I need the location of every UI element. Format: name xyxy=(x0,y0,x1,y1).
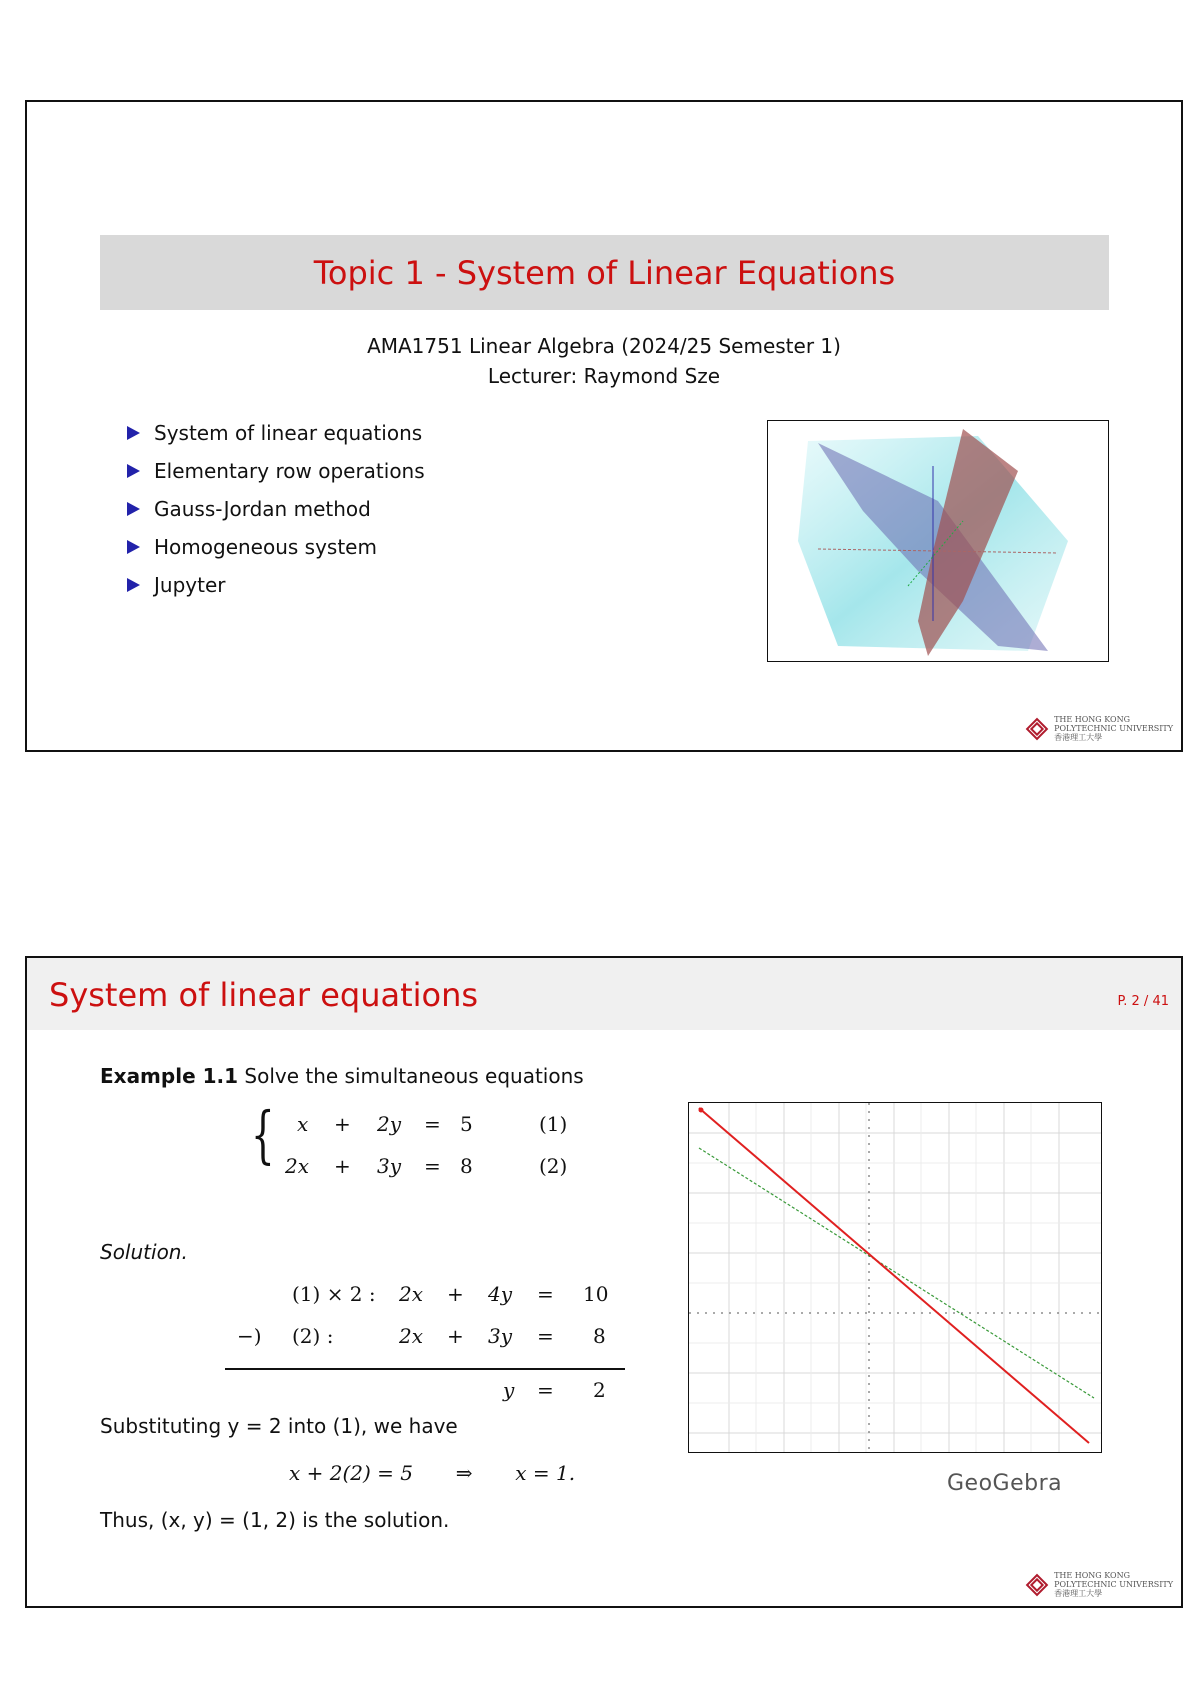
example-heading: Example 1.1 Solve the simultaneous equations xyxy=(100,1064,584,1088)
bullet-triangle-icon xyxy=(127,502,140,516)
step2-minus: −) xyxy=(237,1324,262,1348)
step3-equals: = xyxy=(537,1378,554,1402)
bullet-triangle-icon xyxy=(127,464,140,478)
polyu-emblem-icon xyxy=(1024,716,1050,742)
planes-illustration xyxy=(768,421,1108,661)
step1-label: (1) × 2 : xyxy=(292,1282,376,1306)
planes-3d-figure xyxy=(767,420,1109,662)
eq1-rhs: 5 xyxy=(460,1112,473,1136)
eq1-term-b: 2y xyxy=(377,1112,402,1136)
conclusion-text: Thus, (x, y) = (1, 2) is the solution. xyxy=(100,1508,450,1532)
eq2-equals: = xyxy=(424,1154,441,1178)
step2-equals: = xyxy=(537,1324,554,1348)
solution-label: Solution. xyxy=(100,1240,188,1264)
slide-title: Topic 1 - System of Linear Equations xyxy=(313,253,896,292)
list-item: Elementary row operations xyxy=(127,452,425,490)
bullet-triangle-icon xyxy=(127,540,140,554)
step2-label: (2) : xyxy=(292,1324,334,1348)
eq1-term-a: x xyxy=(297,1112,309,1136)
eq1-tag: (1) xyxy=(539,1112,568,1136)
step1-op: + xyxy=(447,1282,464,1306)
slide-title: System of linear equations xyxy=(49,976,479,1014)
lecturer-line: Lecturer: Raymond Sze xyxy=(487,364,721,388)
step3-term: y xyxy=(503,1378,515,1402)
polyu-emblem-icon xyxy=(1024,1572,1050,1598)
eq1-equals: = xyxy=(424,1112,441,1136)
step2-term-a: 2x xyxy=(399,1324,424,1348)
course-line: AMA1751 Linear Algebra (2024/25 Semester 1) xyxy=(367,334,841,358)
list-item: Gauss-Jordan method xyxy=(127,490,425,528)
geogebra-plot xyxy=(689,1103,1101,1452)
list-item: Homogeneous system xyxy=(127,528,425,566)
step2-term-b: 3y xyxy=(488,1324,513,1348)
step3-rhs: 2 xyxy=(593,1378,606,1402)
step2-rhs: 8 xyxy=(593,1324,606,1348)
substitution-equation: x + 2(2) = 5 ⇒ x = 1. xyxy=(289,1461,576,1485)
substitution-text: Substituting y = 2 into (1), we have xyxy=(100,1414,458,1438)
slide-2 xyxy=(25,956,1183,1608)
list-item: Jupyter xyxy=(127,566,425,604)
eq2-rhs: 8 xyxy=(460,1154,473,1178)
bullet-triangle-icon xyxy=(127,426,140,440)
polyu-logo: THE HONG KONG POLYTECHNIC UNIVERSITY 香港理工大學 xyxy=(1024,1571,1173,1598)
step1-rhs: 10 xyxy=(583,1282,609,1306)
geogebra-logo: GeoGebra xyxy=(947,1471,1063,1496)
bullet-triangle-icon xyxy=(127,578,140,592)
slide-1 xyxy=(25,100,1183,752)
eq2-op: + xyxy=(334,1154,351,1178)
eq2-term-b: 3y xyxy=(377,1154,402,1178)
step2-op: + xyxy=(447,1324,464,1348)
title-banner xyxy=(100,235,1109,310)
subtraction-rule xyxy=(225,1368,625,1370)
step1-equals: = xyxy=(537,1282,554,1306)
slide-header xyxy=(27,958,1181,1030)
list-item: System of linear equations xyxy=(127,414,425,452)
eq2-term-a: 2x xyxy=(285,1154,310,1178)
line-intersection-graph xyxy=(688,1102,1102,1453)
page-number: P. 2 / 41 xyxy=(1117,994,1169,1009)
eq2-tag: (2) xyxy=(539,1154,568,1178)
eq1-op: + xyxy=(334,1112,351,1136)
left-brace: { xyxy=(251,1098,275,1171)
polyu-logo: THE HONG KONG POLYTECHNIC UNIVERSITY 香港理工大學 xyxy=(1024,715,1173,742)
topic-list xyxy=(127,414,425,604)
step1-term-a: 2x xyxy=(399,1282,424,1306)
step1-term-b: 4y xyxy=(488,1282,513,1306)
